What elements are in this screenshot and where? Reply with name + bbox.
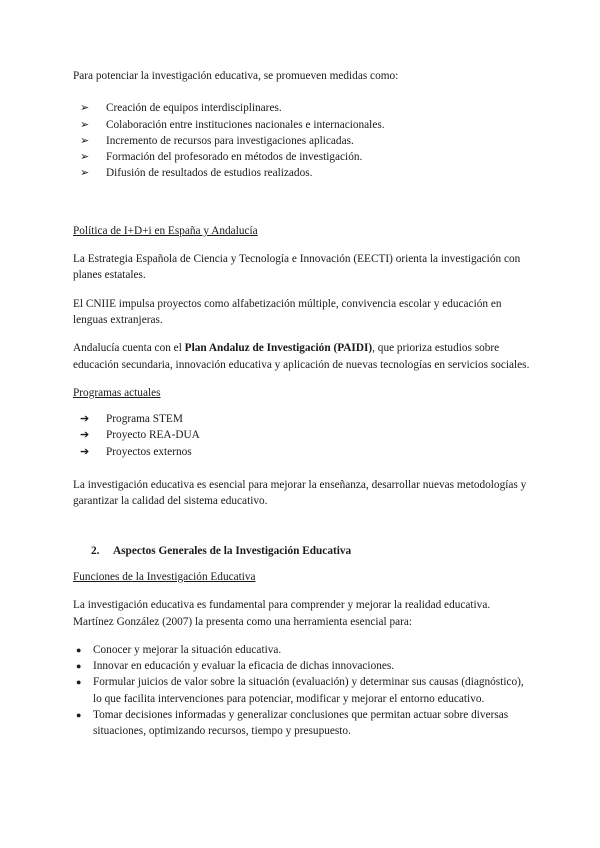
arrow-bullet-icon: ➔ [80,429,90,442]
measures-list [73,100,533,181]
bullet-icon: ● [76,661,82,672]
list-item: ● Conocer y mejorar la situación educativa. [73,642,533,658]
section-number: 2. [91,544,100,557]
list-item: ➢ Difusión de resultados de estudios realizados. [73,165,533,181]
bullet-icon: ● [76,677,82,688]
list-item: ● Innovar en educación y evaluar la eficacia de dichas innovaciones. [73,658,533,674]
arrowhead-bullet-icon: ➢ [80,102,90,115]
arrowhead-bullet-icon: ➢ [80,118,90,131]
arrow-bullet-icon: ➔ [80,445,90,458]
list-item: ● Tomar decisiones informadas y generalizar conclusiones que permitan actuar sobre diversas situaciones, optimizando recursos, tiempo y presupuesto. [76,709,509,738]
section-2-title: 2. Aspectos Generales de la Investigación Educativa [73,543,533,559]
functions-intro: La investigación educativa es fundamental para comprender y mejorar la realidad educativa. Martínez González (2007) la presenta como una herramienta esencial para: [73,599,491,628]
bullet-icon: ● [76,710,82,721]
list-item: ➢ Colaboración entre instituciones nacionales e internacionales. [73,117,533,133]
policy-paragraph-eecti: La Estrategia Española de Ciencia y Tecnología e Innovación (EECTI) orienta la investigación con planes estatales. [73,253,521,282]
bullet-icon: ● [76,644,82,655]
list-item: ➔ Proyecto REA-DUA [73,427,533,443]
arrowhead-bullet-icon: ➢ [80,134,90,147]
functions-heading: Funciones de la Investigación Educativa [73,570,256,583]
policy-paragraph-cniie: El CNIIE impulsa proyectos como alfabetización múltiple, convivencia escolar y educación en lenguas extranjeras. [73,297,502,326]
programs-list [73,411,533,460]
arrowhead-bullet-icon: ➢ [80,167,90,180]
list-item: ➔ Programa STEM [73,411,533,427]
list-item: ● Formular juicios de valor sobre la situación (evaluación) y determinar sus causas (diagnóstico), lo que facilita intervenciones para potenciar, modificar y mejorar el entorno educativo. [76,676,524,705]
arrow-bullet-icon: ➔ [80,413,90,426]
document-page [73,68,533,740]
list-item: ➢ Formación del profesorado en métodos de investigación. [73,149,533,165]
list-item: ➔ Proyectos externos [73,444,533,460]
list-item: ➢ Incremento de recursos para investigaciones aplicadas. [73,133,533,149]
intro-paragraph: Para potenciar la investigación educativa, se promueven medidas como: [73,70,399,82]
list-item: ➢ Creación de equipos interdisciplinares. [73,100,533,116]
paidi-bold: Plan Andaluz de Investigación (PAIDI) [184,342,373,355]
conclusion-paragraph: La investigación educativa es esencial para mejorar la enseñanza, desarrollar nuevas metodologías y garantizar la calidad del sistema educativo. [73,479,527,508]
arrowhead-bullet-icon: ➢ [80,151,90,164]
functions-list [73,642,533,740]
policy-heading: Política de I+D+i en España y Andalucía [73,224,258,237]
programs-heading: Programas actuales [73,386,161,399]
policy-paragraph-paidi: Andalucía cuenta con el Plan Andaluz de Investigación (PAIDI), que prioriza estudios sobre educación secundaria, innovación educativa y aplicación de nuevas tecnologías en servicios sociales. [73,342,530,371]
